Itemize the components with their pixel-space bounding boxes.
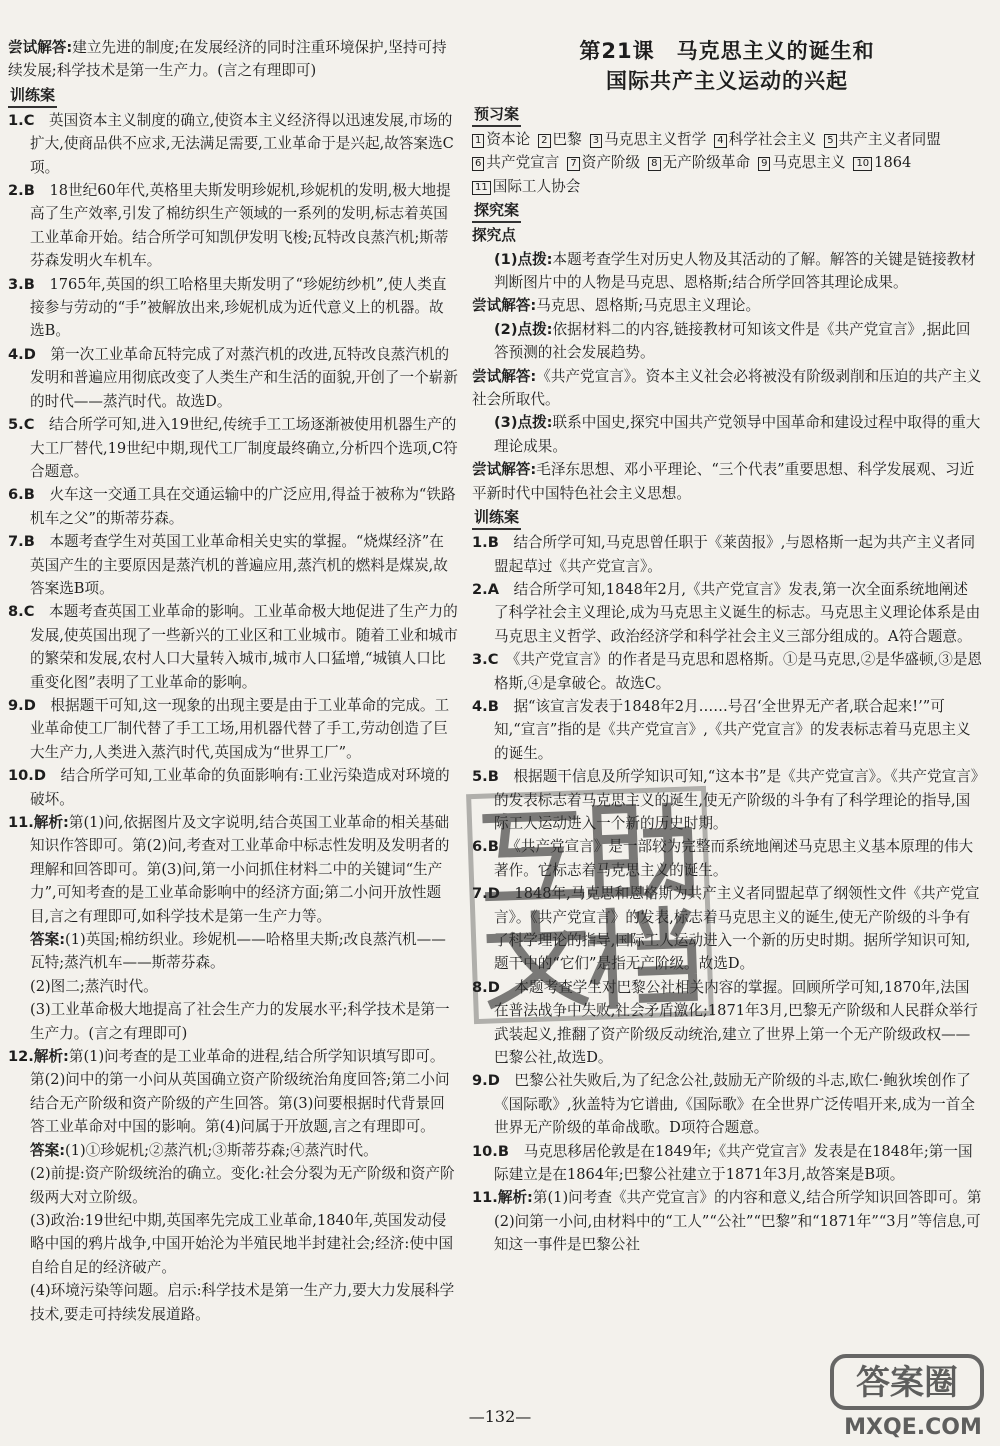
left-column [8, 36, 458, 1326]
explore-3-tag: (3)点拨: [494, 414, 553, 432]
answer-explanation: 1765年,英国的织工哈格里夫斯发明了“珍妮纺纱机”,使人类直接参与劳动的“手”被解放出来,珍妮机成为近代意义上的机器。故选B。 [30, 275, 447, 340]
preview-item [853, 154, 911, 171]
preview-item [648, 154, 750, 171]
preview-item-text: 资产阶级 [581, 154, 641, 172]
preview-item [758, 154, 845, 171]
answer-explanation: 结合所学可知,1848年2月,《共产党宣言》发表,第一次全面系统地阐述了科学社会主义理论,成为马克思主义诞生的标志。马克思主义理论体系是由马克思主义哲学、政治经济学和科学社会主义三部分组成的。A符合题意。 [494, 580, 981, 645]
answer-item [472, 648, 982, 695]
answer-explanation: 本题考查英国工业革命的影响。工业革命极大地促进了生产力的发展,使英国出现了一些新兴的工业区和工业城市。随着工业和城市的繁荣和发展,农村人口大量转入城市,城市人口猛增,“城镇人口比重变化图”表明了工业革命的影响。 [30, 603, 458, 691]
answer-explanation: 《共产党宣言》的作者是马克思和恩格斯。①是马克思,②是华盛顿,③是恩格斯,④是拿破仑。故选C。 [494, 651, 983, 692]
answer-item [8, 530, 458, 600]
preview-item-text: 科学社会主义 [728, 131, 817, 148]
q11-answer-1 [8, 928, 458, 975]
answer-number: 4.D [8, 345, 36, 363]
right-q11-label: 解析: [497, 1189, 533, 1207]
answer-explanation: 根据题干可知,这一现象的出现主要是由于工业革命的完成。工业革命使工厂制代替了手工工场,用机器代替了手工,劳动创造了巨大生产力,人类进入蒸汽时代,英国成为“世界工厂”。 [30, 696, 450, 761]
try-answer-paragraph [8, 36, 458, 83]
preview-item [567, 154, 640, 171]
answer-item [8, 179, 458, 273]
lesson-title-line-1: 第21课 马克思主义的诞生和 [579, 39, 875, 63]
answer-number: 2.A [472, 580, 499, 598]
answer-item [8, 764, 458, 811]
answer-explanation: 结合所学可知,进入19世纪,传统手工工场逐渐被使用机器生产的大工厂替代,19世纪中期,现代工厂制度最终确立,分析四个选项,C符合题意。 [30, 416, 458, 480]
answer-explanation: 火车这一交通工具在交通运输中的广泛应用,得益于被称为“铁路机车之父”的斯蒂芬森。 [30, 486, 456, 527]
explore-3-answer [472, 458, 982, 505]
preview-item [472, 178, 580, 195]
preview-item-text: 共产主义者同盟 [838, 131, 941, 148]
answer-number: 5.B [472, 768, 499, 786]
answer-number: 9.D [8, 696, 36, 714]
answer-number: 10.B [472, 1142, 509, 1160]
preview-item [472, 154, 559, 171]
answer-number: 3.B [8, 275, 35, 293]
explore-1-tag: (1)点拨: [494, 250, 553, 268]
explore-2-answer [472, 365, 982, 412]
preview-item [538, 131, 582, 148]
answer-item [8, 600, 458, 694]
q12-label: 解析: [33, 1048, 69, 1066]
answer-number: 8.D [472, 978, 500, 996]
answer-explanation: 据“该宣言发表于1848年2月……号召‘全世界无产者,联合起来!’”可知,“宣言”指的是《共产党宣言》,《共产党宣言》的发表标志着马克思主义的诞生。 [494, 697, 971, 762]
explore-2-answer-label: 尝试解答: [472, 367, 537, 385]
q12-answer-4: (4)环境污染等问题。启示:科学技术是第一生产力,要大力发展科学技术,要走可持续发展道路。 [30, 1282, 455, 1323]
explore-3-answer-text: 毛泽东思想、邓小平理论、“三个代表”重要思想、科学发展观、习近平新时代中国特色社会主义思想。 [472, 461, 975, 502]
preview-item-number: 10 [853, 157, 872, 171]
preview-item-number: 4 [714, 134, 726, 148]
svg-text:答案圈: 答案圈 [856, 1363, 958, 1403]
answer-explanation: 巴黎公社失败后,为了纪念公社,鼓励无产阶级的斗志,欧仁·鲍狄埃创作了《国际歌》,狄盖特为它谱曲,《国际歌》在全世界广泛传唱开来,成为一首全世界无产阶级的革命战歌。D项符合题意。 [494, 1072, 975, 1137]
answer-explanation: 结合所学可知,工业革命的负面影响有:工业污染造成对环境的破坏。 [30, 767, 450, 808]
preview-item-number: 7 [567, 157, 579, 171]
answer-number: 2.B [8, 182, 35, 200]
explore-point-heading: 探究点 [472, 227, 516, 245]
answer-item [472, 695, 982, 765]
question-11-analysis [8, 811, 458, 928]
section-title-explore: 探究案 [472, 200, 521, 223]
q12-answer-1-text: (1)①珍妮机;②蒸汽机;③斯蒂芬森;④蒸汽时代。 [65, 1141, 378, 1159]
preview-item-number: 8 [648, 157, 660, 171]
explore-2-text: 依据材料二的内容,链接教材可知该文件是《共产党宣言》,据此回答预测的社会发展趋势。 [494, 320, 971, 362]
page-number: —132— [468, 1407, 532, 1426]
answer-number: 10.D [8, 767, 46, 785]
section-title-training-right: 训练案 [472, 507, 521, 530]
answer-item [472, 1140, 982, 1187]
q11-label: 解析: [33, 814, 69, 831]
answer-explanation: 英国资本主义制度的确立,使资本主义经济得以迅速发展,市场的扩大,使商品供不应求,无法满足需要,工业革命于是兴起,故答案选C项。 [30, 111, 454, 176]
lesson-title-line-2: 国际共产主义运动的兴起 [606, 69, 848, 93]
answer-item [8, 483, 458, 530]
answer-item [8, 273, 458, 343]
watermark-logo [828, 1348, 998, 1442]
q11-answer-label: 答案: [30, 931, 66, 949]
preview-item-number: 3 [590, 134, 602, 148]
answer-explanation: 本题考查学生对英国工业革命相关史实的掌握。“烧煤经济”在英国产生的主要原因是蒸汽机的普遍应用,蒸汽机的燃料是煤炭,故答案选B项。 [30, 533, 448, 597]
explore-1-answer [472, 294, 982, 317]
answer-number: 7.B [8, 533, 35, 551]
right-question-11 [472, 1186, 982, 1256]
answer-number: 4.B [472, 697, 499, 715]
answer-item [8, 694, 458, 764]
preview-item-number: 9 [758, 157, 770, 171]
lesson-title [472, 36, 982, 96]
preview-item-number: 1 [472, 134, 484, 148]
section-title-training: 训练案 [8, 85, 57, 108]
section-title-preview: 预习案 [472, 104, 521, 127]
svg-text:MXQE.COM: MXQE.COM [844, 1415, 982, 1440]
answer-explanation: 《共产党宣言》是一部较为完整而系统地阐述马克思主义基本原理的伟大著作。它标志着马克思主义的诞生。 [494, 838, 974, 879]
preview-item-text: 共产党宣言 [486, 154, 560, 172]
explore-1-text: 本题考查学生对历史人物及其活动的了解。解答的关键是链接教材判断图片中的人物是马克思、恩格斯;结合所学回答其理论成果。 [494, 250, 976, 292]
preview-item [472, 131, 530, 148]
preview-item-text: 1864 [874, 154, 912, 172]
q12-text: 第(1)问考查的是工业革命的进程,结合所学知识填写即可。第(2)问中的第一小问从英国确立资产阶级统治角度回答;第二小问结合无产阶级和资产阶级的产生回答。第(3)问要根据时代背景回答工业革命对中国的影响。第(4)问属于开放题,言之有理即可。 [30, 1048, 450, 1136]
answer-explanation: 18世纪60年代,英格里夫斯发明珍妮机,珍妮机的发明,极大地提高了生产效率,引发了棉纺织生产领域的一系列的发明,标志着英国工业革命开始。结合所学可知凯伊发明飞梭;瓦特改良蒸汽机;斯蒂芬森发明火车机车。 [30, 182, 451, 270]
explore-1-answer-label: 尝试解答: [472, 297, 537, 315]
answer-explanation: 马克思移居伦敦是在1849年;《共产党宣言》发表是在1848年;第一国际建立是在1864年;巴黎公社建立于1871年3月,故答案是B项。 [494, 1142, 973, 1184]
answer-item [8, 413, 458, 483]
answer-explanation: 根据题干信息及所学知识可知,“这本书”是《共产党宣言》。《共产党宣言》的发表标志着马克思主义的诞生,使无产阶级的斗争有了科学理论的指导,国际工人运动进入一个新的历史时期。 [494, 768, 979, 832]
question-12-analysis [8, 1045, 458, 1139]
right-column [472, 36, 982, 1257]
watermark-graphic [828, 1348, 998, 1442]
answer-number: 6.B [472, 838, 499, 856]
explore-1 [472, 248, 982, 295]
answer-number: 5.C [8, 416, 35, 434]
left-answer-list [8, 109, 458, 811]
explore-2-answer-text: 《共产党宣言》。资本主义社会必将被没有阶级剥削和压迫的共产主义社会所取代。 [472, 367, 982, 409]
explore-1-answer-text: 马克思、恩格斯;马克思主义理论。 [536, 297, 761, 315]
preview-item-text: 巴黎 [552, 131, 582, 148]
answer-explanation: 本题考查学生对巴黎公社相关内容的掌握。回顾所学可知,1870年,法国在普法战争中失败,社会矛盾激化;1871年3月,巴黎无产阶级和人民群众举行武装起义,推翻了资产阶级反动统治,建立了世界上第一个无产阶级政权——巴黎公社,故选D。 [494, 978, 978, 1067]
answer-explanation: 结合所学可知,马克思曾任职于《莱茵报》,与恩格斯一起为共产主义者同盟起草过《共产党宣言》。 [494, 534, 976, 575]
answer-item [472, 531, 982, 578]
answer-explanation: 1848年,马克思和恩格斯为共产主义者同盟起草了纲领性文件《共产党宣言》。《共产党宣言》的发表,标志着马克思主义的诞生,使无产阶级的斗争有了科学理论的指导,国际工人运动进入一个新的历史时期。据所学知识可知,题干中的“它们”是指无产阶级。故选D。 [494, 885, 980, 973]
explore-2 [472, 318, 982, 365]
stamp-graphic [471, 791, 709, 1019]
answer-item [472, 1069, 982, 1139]
preview-answer-list [472, 128, 982, 198]
q11-text: 第(1)问,依据图片及文字说明,结合英国工业革命的相关基础知识作答即可。第(2)问,考查对工业革命中标志性发明及发明者的理解和回答即可。第(3)问,第一小问抓住材料二中的关键词“生产力”,可知考查的是工业革命影响中的经济方面;第二小问开放性题目,言之有理即可,如科学技术是第一生产力等。 [30, 814, 450, 925]
answer-number: 1.B [472, 534, 499, 552]
answer-number: 3.C [472, 651, 499, 669]
preview-item-number: 2 [538, 134, 550, 148]
right-q11-text: 第(1)问考查《共产党宣言》的内容和意义,结合所学知识回答即可。第(2)问第一小问,由材料中的“工人”“公社”“巴黎”和“1871年”“3月”等信息,可知这一事件是巴黎公社 [494, 1189, 982, 1254]
answer-item [8, 109, 458, 179]
explore-3 [472, 411, 982, 458]
answer-item [8, 343, 458, 413]
answer-number: 1.C [8, 111, 35, 129]
q11-answer-1-text: (1)英国;棉纺织业。珍妮机——哈格里夫斯;改良蒸汽机——瓦特;蒸汽机车——斯蒂芬森。 [30, 931, 446, 972]
preview-item [714, 131, 816, 148]
preview-item-text: 资本论 [486, 131, 531, 148]
preview-item [590, 131, 707, 148]
preview-item-text: 国际工人协会 [492, 177, 581, 195]
q12-answer-1 [8, 1139, 458, 1162]
answer-number: 7.D [472, 885, 500, 903]
q11-answer-2: (2)图二;蒸汽时代。 [30, 977, 158, 995]
preview-item-number: 6 [472, 157, 484, 171]
explore-3-text: 联系中国史,探究中国共产党领导中国革命和建设过程中取得的重大理论成果。 [494, 414, 981, 455]
preview-item-number: 11 [472, 181, 491, 195]
q12-number: 12. [8, 1048, 34, 1066]
try-answer-text: 建立先进的制度;在发展经济的同时注重环境保护,坚持可持续发展;科学技术是第一生产力。(言之有理即可) [8, 39, 447, 80]
answer-explanation: 第一次工业革命瓦特完成了对蒸汽机的改进,瓦特改良蒸汽机的发明和普遍应用彻底改变了人类生产和生活的面貌,开创了一个崭新的时代——蒸汽时代。故选D。 [30, 345, 458, 410]
q12-answer-3: (3)政治:19世纪中期,英国率先完成工业革命,1840年,英国发动侵略中国的鸦片战争,中国开始沦为半殖民地半封建社会;经济:使中国自给自足的经济破产。 [30, 1211, 454, 1276]
try-answer-label: 尝试解答: [8, 39, 73, 56]
answer-item [472, 578, 982, 648]
answer-number: 9.D [472, 1072, 500, 1090]
q11-answer-3: (3)工业革命极大地提高了社会生产力的发展水平;科学技术是第一生产力。(言之有理即可) [30, 1001, 450, 1042]
q12-answer-label: 答案: [30, 1141, 66, 1159]
q11-number: 11. [8, 814, 34, 831]
preview-item-text: 马克思主义哲学 [604, 131, 707, 148]
answer-number: 6.B [8, 486, 35, 504]
right-q11-number: 11. [472, 1189, 498, 1207]
answer-number: 8.C [8, 603, 35, 621]
explore-3-answer-label: 尝试解答: [472, 461, 537, 479]
stamp-logo [466, 786, 714, 1024]
preview-item-text: 马克思主义 [772, 154, 846, 172]
explore-2-tag: (2)点拨: [494, 320, 553, 338]
preview-item [824, 131, 941, 148]
preview-item-text: 无产阶级革命 [662, 154, 751, 172]
preview-item-number: 5 [824, 134, 836, 148]
q12-answer-2: (2)前提:资产阶级统治的确立。变化:社会分裂为无产阶级和资产阶级两大对立阶级。 [30, 1165, 455, 1206]
